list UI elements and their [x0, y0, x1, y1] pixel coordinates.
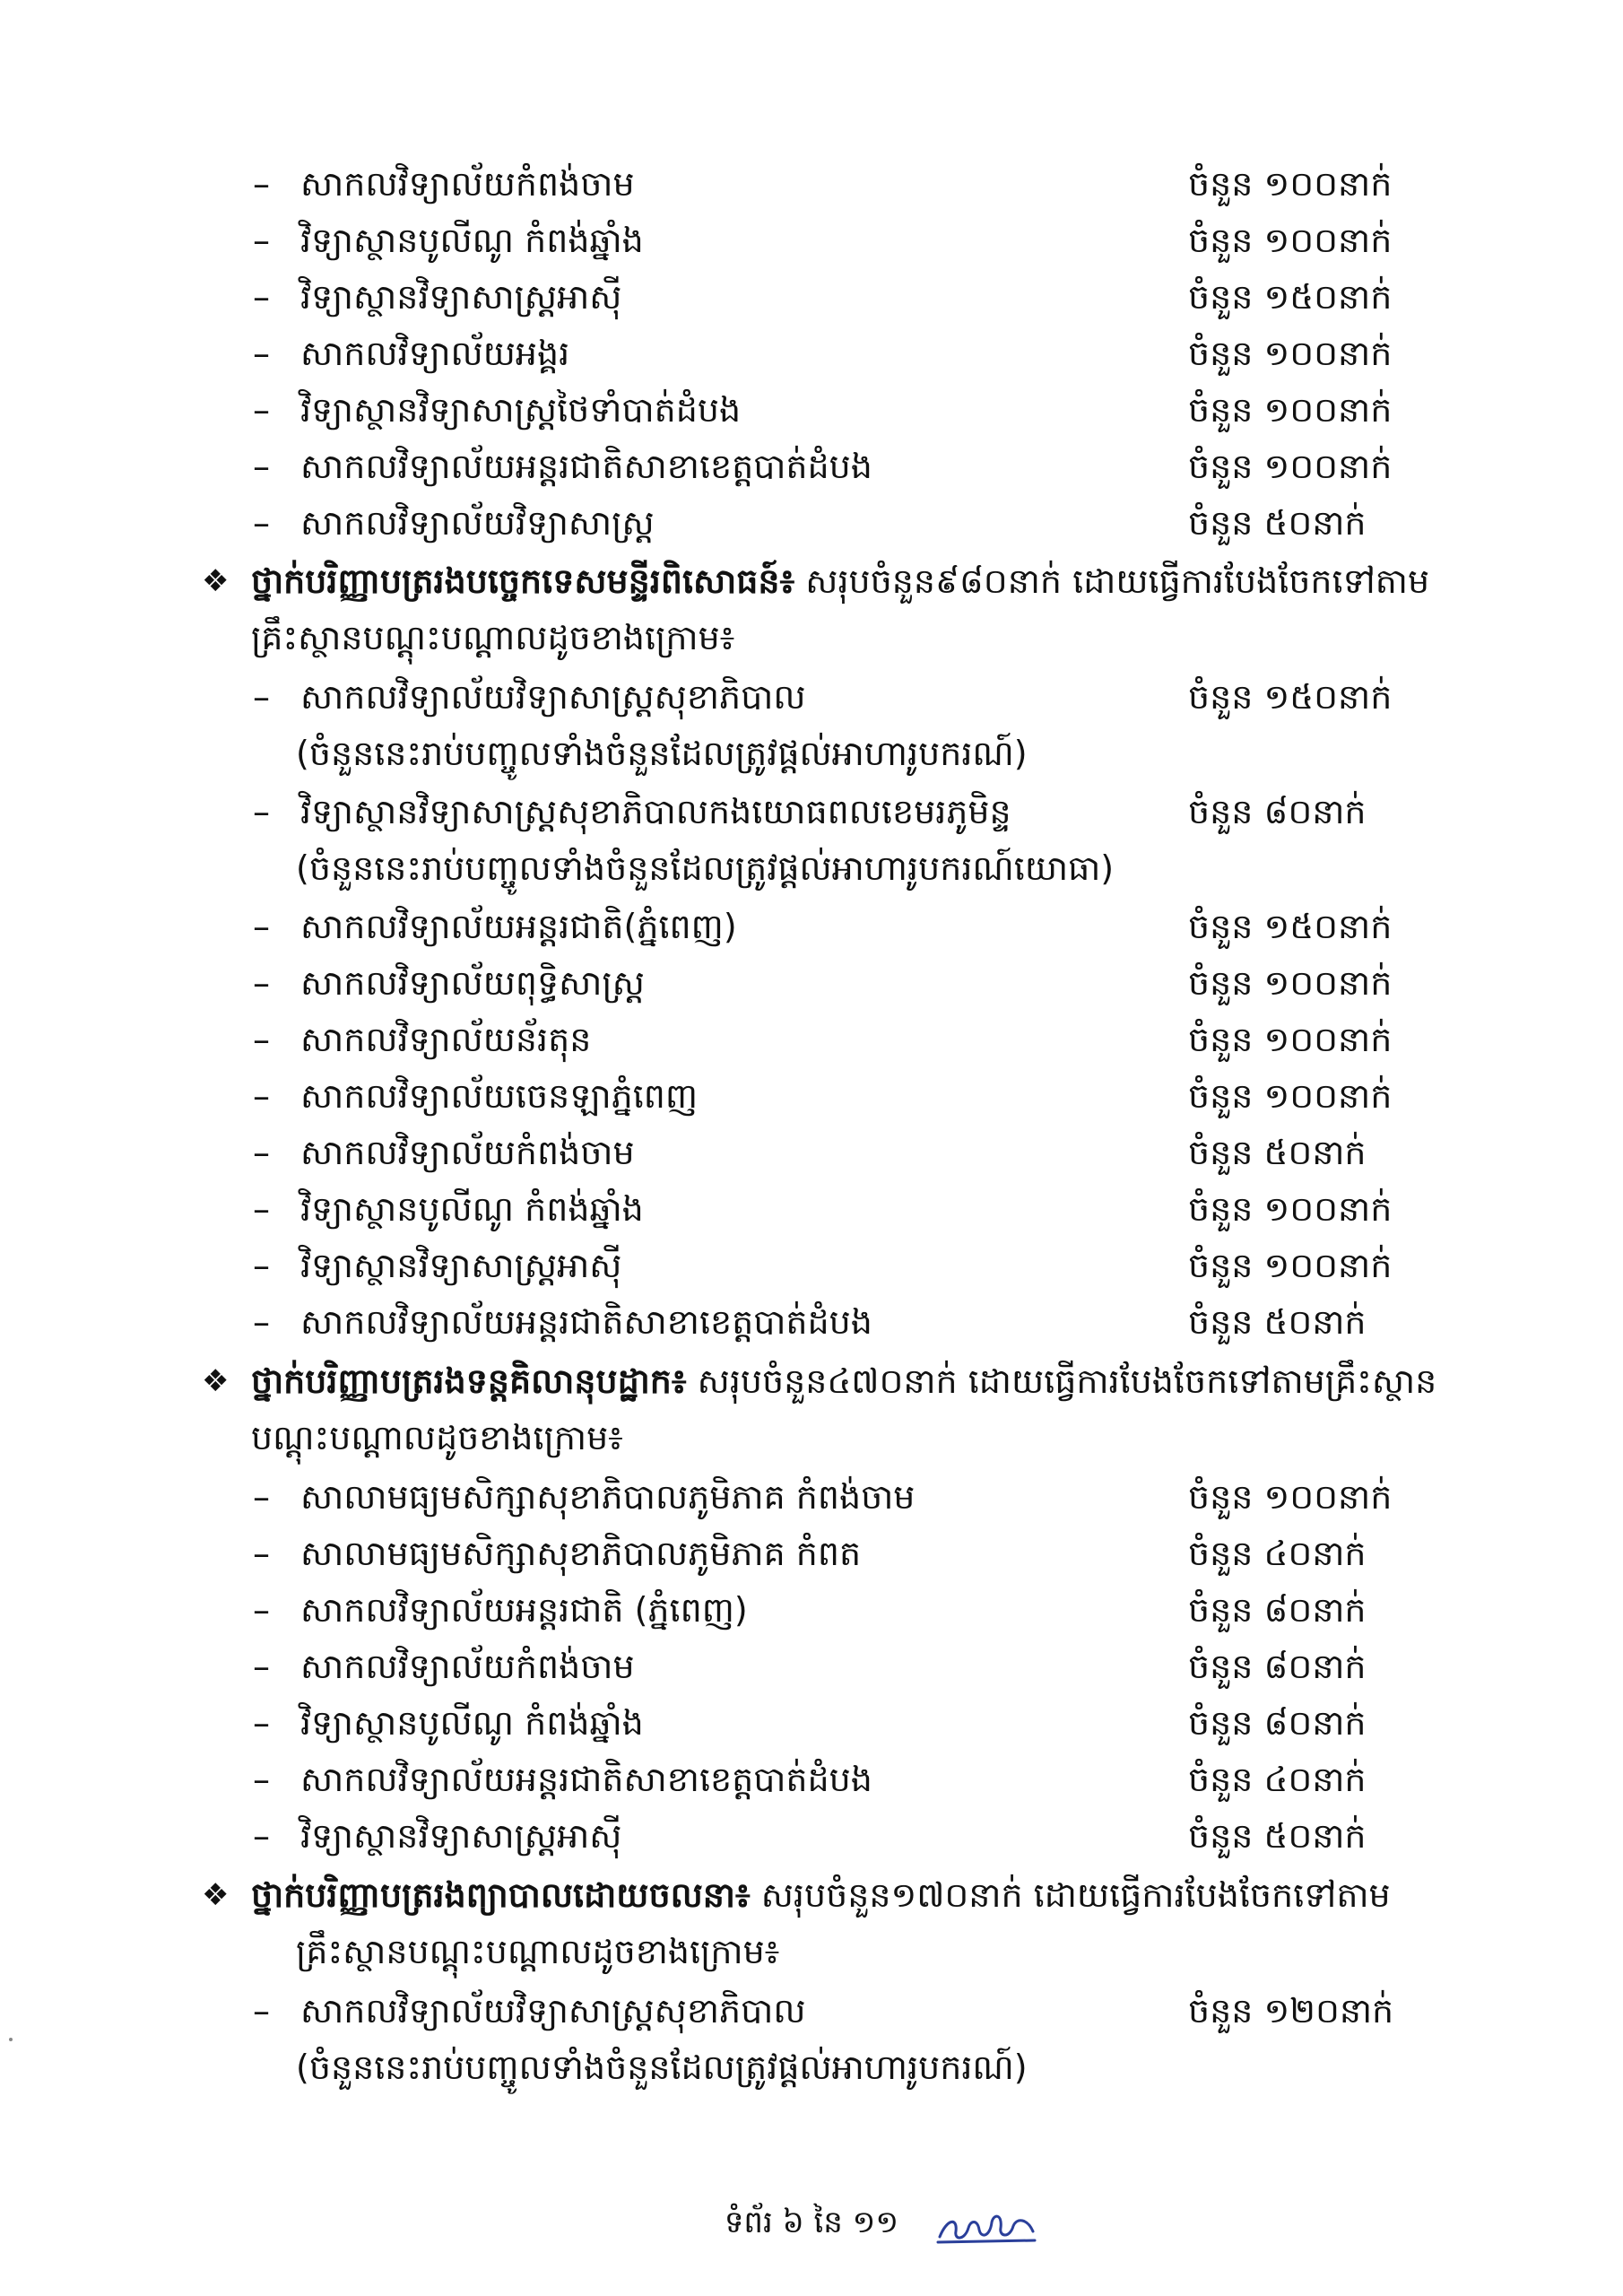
institution-name: សាកលវិទ្យាល័យកំពង់ចាម: [300, 1133, 635, 1172]
section-title: ថ្នាក់បរិញ្ញាបត្ររងទន្តគិលានុបដ្ឋាក៖: [251, 1361, 687, 1401]
quota-count: ចំនួន ១០០នាក់: [1188, 390, 1393, 430]
list-dash: –: [253, 907, 270, 946]
quota-count: ចំនួន ១០០នាក់: [1188, 1076, 1393, 1116]
list-item: [0, 1639, 1623, 1693]
quota-count: ចំនួន ៥០នាក់: [1188, 1133, 1367, 1172]
section-text: [251, 1354, 1462, 1408]
scholarship-note: (ចំនួននេះរាប់បញ្ចូលទាំងចំនួនដែលត្រូវផ្តល់អាហារូបករណ៍): [296, 2048, 1028, 2087]
list-dash: –: [253, 677, 270, 717]
institution-name: វិទ្យាស្ថានបូលីណូ កំពង់ឆ្នាំង: [300, 221, 644, 260]
institution-name: សាកលវិទ្យាល័យអន្តរជាតិ (ភ្នំពេញ): [300, 1590, 748, 1630]
list-item: [0, 213, 1623, 267]
quota-count: ចំនួន ១៥០នាក់: [1188, 907, 1393, 946]
list-dash: –: [253, 1703, 270, 1743]
institution-name: សាកលវិទ្យាល័យវិទ្យាសាស្ត្រសុខាភិបាល: [300, 1991, 806, 2031]
diamond-bullet-icon: ❖: [202, 563, 230, 599]
section-summary: សរុបចំនួន១៧០នាក់ ដោយធ្វើការបែងចែកទៅតាម: [750, 1875, 1391, 1915]
list-item: [0, 1013, 1623, 1066]
list-dash: –: [253, 447, 270, 486]
note-line: [0, 841, 1623, 895]
list-item: [0, 785, 1623, 839]
list-item: [0, 1069, 1623, 1123]
institution-name: សាកលវិទ្យាល័យអន្តរជាតិ(ភ្នំពេញ): [300, 907, 737, 946]
list-item: [0, 670, 1623, 724]
list-item: [0, 1583, 1623, 1637]
section-continuation: [0, 1411, 1623, 1465]
institution-name: សាកលវិទ្យាល័យវិទ្យាសាស្ត្រ: [300, 503, 655, 543]
quota-count: ចំនួន ៨០នាក់: [1188, 792, 1367, 831]
section-heading: [0, 1868, 1623, 1922]
list-dash: –: [253, 1760, 270, 1799]
institution-name: សាកលវិទ្យាល័យអន្តរជាតិសាខាខេត្តបាត់ដំបង: [300, 447, 872, 486]
list-item: [0, 383, 1623, 437]
list-dash: –: [253, 963, 270, 1003]
list-item: [0, 1182, 1623, 1236]
quota-count: ចំនួន ៥០នាក់: [1188, 1816, 1367, 1856]
section-heading: [0, 1354, 1623, 1408]
list-item: [0, 496, 1623, 550]
quota-count: ចំនួន ៨០នាក់: [1188, 1703, 1367, 1743]
list-dash: –: [253, 1133, 270, 1172]
quota-count: ចំនួន ៤០នាក់: [1188, 1760, 1367, 1799]
list-item: [0, 1470, 1623, 1524]
section-heading: [0, 554, 1623, 608]
list-item: [0, 1752, 1623, 1806]
list-item: [0, 1696, 1623, 1750]
section-continuation-text: បណ្តុះបណ្តាលដូចខាងក្រោម៖: [251, 1418, 623, 1457]
list-dash: –: [253, 1477, 270, 1517]
list-item: [0, 1984, 1623, 2038]
list-dash: –: [253, 1991, 270, 2031]
institution-name: សាកលវិទ្យាល័យអន្តរជាតិសាខាខេត្តបាត់ដំបង: [300, 1302, 872, 1342]
list-item: [0, 1295, 1623, 1349]
list-dash: –: [253, 1189, 270, 1229]
quota-count: ចំនួន ៨០នាក់: [1188, 1590, 1367, 1630]
note-line: [0, 2040, 1623, 2094]
institution-name: វិទ្យាស្ថានវិទ្យាសាស្ត្រថៃទាំបាត់ដំបង: [300, 390, 742, 430]
scholarship-note: (ចំនួននេះរាប់បញ្ចូលទាំងចំនួនដែលត្រូវផ្តល់អាហារូបករណ៍): [296, 734, 1028, 773]
section-title: ថ្នាក់បរិញ្ញាបត្ររងព្យាបាលដោយចលនា៖: [251, 1875, 751, 1915]
list-dash: –: [253, 390, 270, 430]
section-continuation-text: គ្រឹះស្ថានបណ្តុះបណ្តាលដូចខាងក្រោម៖: [296, 1932, 780, 1971]
list-dash: –: [253, 334, 270, 373]
list-dash: –: [253, 1534, 270, 1573]
quota-count: ចំនួន ១០០នាក់: [1188, 963, 1393, 1003]
list-dash: –: [253, 503, 270, 543]
list-item: [0, 1809, 1623, 1863]
institution-name: សាកលវិទ្យាល័យអង្គរ: [300, 334, 570, 373]
institution-name: សាកលវិទ្យាល័យវិទ្យាសាស្ត្រសុខាភិបាល: [300, 677, 806, 717]
institution-name: សាលាមធ្យមសិក្សាសុខាភិបាលភូមិភាគ កំពង់ចាម: [300, 1477, 916, 1517]
list-item: [0, 1526, 1623, 1580]
quota-count: ចំនួន ១០០នាក់: [1188, 221, 1393, 260]
section-title: ថ្នាក់បរិញ្ញាបត្ររងបច្ចេកទេសមន្ទីរពិសោធន៍៖: [251, 561, 795, 601]
section-summary: សរុបចំនួន៩៨០នាក់ ដោយធ្វើការបែងចែកទៅតាម: [794, 561, 1430, 601]
quota-count: ចំនួន ១០០នាក់: [1188, 1477, 1393, 1517]
list-item: [0, 956, 1623, 1010]
list-dash: –: [253, 1246, 270, 1285]
institution-name: សាកលវិទ្យាល័យអន្តរជាតិសាខាខេត្តបាត់ដំបង: [300, 1760, 872, 1799]
list-dash: –: [253, 1020, 270, 1059]
list-dash: –: [253, 1647, 270, 1686]
quota-count: ចំនួន ១០០នាក់: [1188, 334, 1393, 373]
section-continuation-text: គ្រឹះស្ថានបណ្តុះបណ្តាលដូចខាងក្រោម៖: [251, 618, 735, 657]
quota-count: ចំនួន ៥០នាក់: [1188, 503, 1367, 543]
note-line: [0, 726, 1623, 780]
list-dash: –: [253, 1590, 270, 1630]
section-text: [251, 554, 1462, 608]
quota-count: ចំនួន ១៥០នាក់: [1188, 277, 1393, 317]
section-continuation: [0, 611, 1623, 665]
institution-name: សាកលវិទ្យាល័យចេនឡាភ្នំពេញ: [300, 1076, 699, 1116]
institution-name: វិទ្យាស្ថានវិទ្យាសាស្ត្រអាស៊ី: [300, 1246, 622, 1285]
institution-name: សាកលវិទ្យាល័យពុទ្ធិសាស្ត្រ: [300, 963, 645, 1003]
list-dash: –: [253, 1076, 270, 1116]
quota-count: ចំនួន ១០០នាក់: [1188, 1189, 1393, 1229]
quota-count: ចំនួន ១៥០នាក់: [1188, 677, 1393, 717]
institution-name: សាកលវិទ្យាល័យកំពង់ចាម: [300, 164, 635, 204]
quota-count: ចំនួន ៤០នាក់: [1188, 1534, 1367, 1573]
page-number: ទំព័រ ៦ នៃ ១១: [724, 2205, 899, 2240]
quota-count: ចំនួន ១០០នាក់: [1188, 447, 1393, 486]
institution-name: សាលាមធ្យមសិក្សាសុខាភិបាលភូមិភាគ កំពត: [300, 1534, 862, 1573]
list-item: [0, 326, 1623, 380]
institution-name: សាកលវិទ្យាល័យកំពង់ចាម: [300, 1647, 635, 1686]
institution-name: វិទ្យាស្ថានវិទ្យាសាស្ត្រអាស៊ី: [300, 1816, 622, 1856]
scholarship-note: (ចំនួននេះរាប់បញ្ចូលទាំងចំនួនដែលត្រូវផ្តល់អាហារូបករណ៍យោធា): [296, 848, 1115, 888]
quota-count: ចំនួន ៨០នាក់: [1188, 1647, 1367, 1686]
list-item: [0, 1126, 1623, 1179]
quota-count: ចំនួន ១០០នាក់: [1188, 164, 1393, 204]
quota-count: ចំនួន ១២០នាក់: [1188, 1991, 1394, 2031]
list-dash: –: [253, 221, 270, 260]
section-text: [251, 1868, 1462, 1922]
quota-count: ចំនួន ១០០នាក់: [1188, 1246, 1393, 1285]
list-item: [0, 439, 1623, 493]
list-item: [0, 900, 1623, 953]
quota-count: ចំនួន ៥០នាក់: [1188, 1302, 1367, 1342]
institution-name: វិទ្យាស្ថានបូលីណូ កំពង់ឆ្នាំង: [300, 1703, 644, 1743]
scan-speck: [9, 2038, 13, 2041]
institution-name: វិទ្យាស្ថានវិទ្យាសាស្ត្រសុខាភិបាលកងយោធពលខេមរភូមិន្ទ: [300, 792, 1011, 831]
diamond-bullet-icon: ❖: [202, 1363, 230, 1399]
quota-count: ចំនួន ១០០នាក់: [1188, 1020, 1393, 1059]
list-dash: –: [253, 792, 270, 831]
institution-name: សាកលវិទ្យាល័យន័រតុន: [300, 1020, 592, 1059]
section-continuation: [0, 1925, 1623, 1979]
handwritten-initials: [934, 2201, 1042, 2251]
list-dash: –: [253, 1302, 270, 1342]
institution-name: វិទ្យាស្ថានបូលីណូ កំពង់ឆ្នាំង: [300, 1189, 644, 1229]
list-item: [0, 270, 1623, 324]
institution-name: វិទ្យាស្ថានវិទ្យាសាស្ត្រអាស៊ី: [300, 277, 622, 317]
list-dash: –: [253, 1816, 270, 1856]
list-item: [0, 157, 1623, 211]
section-summary: សរុបចំនួន៤៧០នាក់ ដោយធ្វើការបែងចែកទៅតាមគ្រឹះស្ថាន: [686, 1361, 1437, 1401]
list-dash: –: [253, 164, 270, 204]
list-item: [0, 1239, 1623, 1292]
list-dash: –: [253, 277, 270, 317]
diamond-bullet-icon: ❖: [202, 1877, 230, 1913]
